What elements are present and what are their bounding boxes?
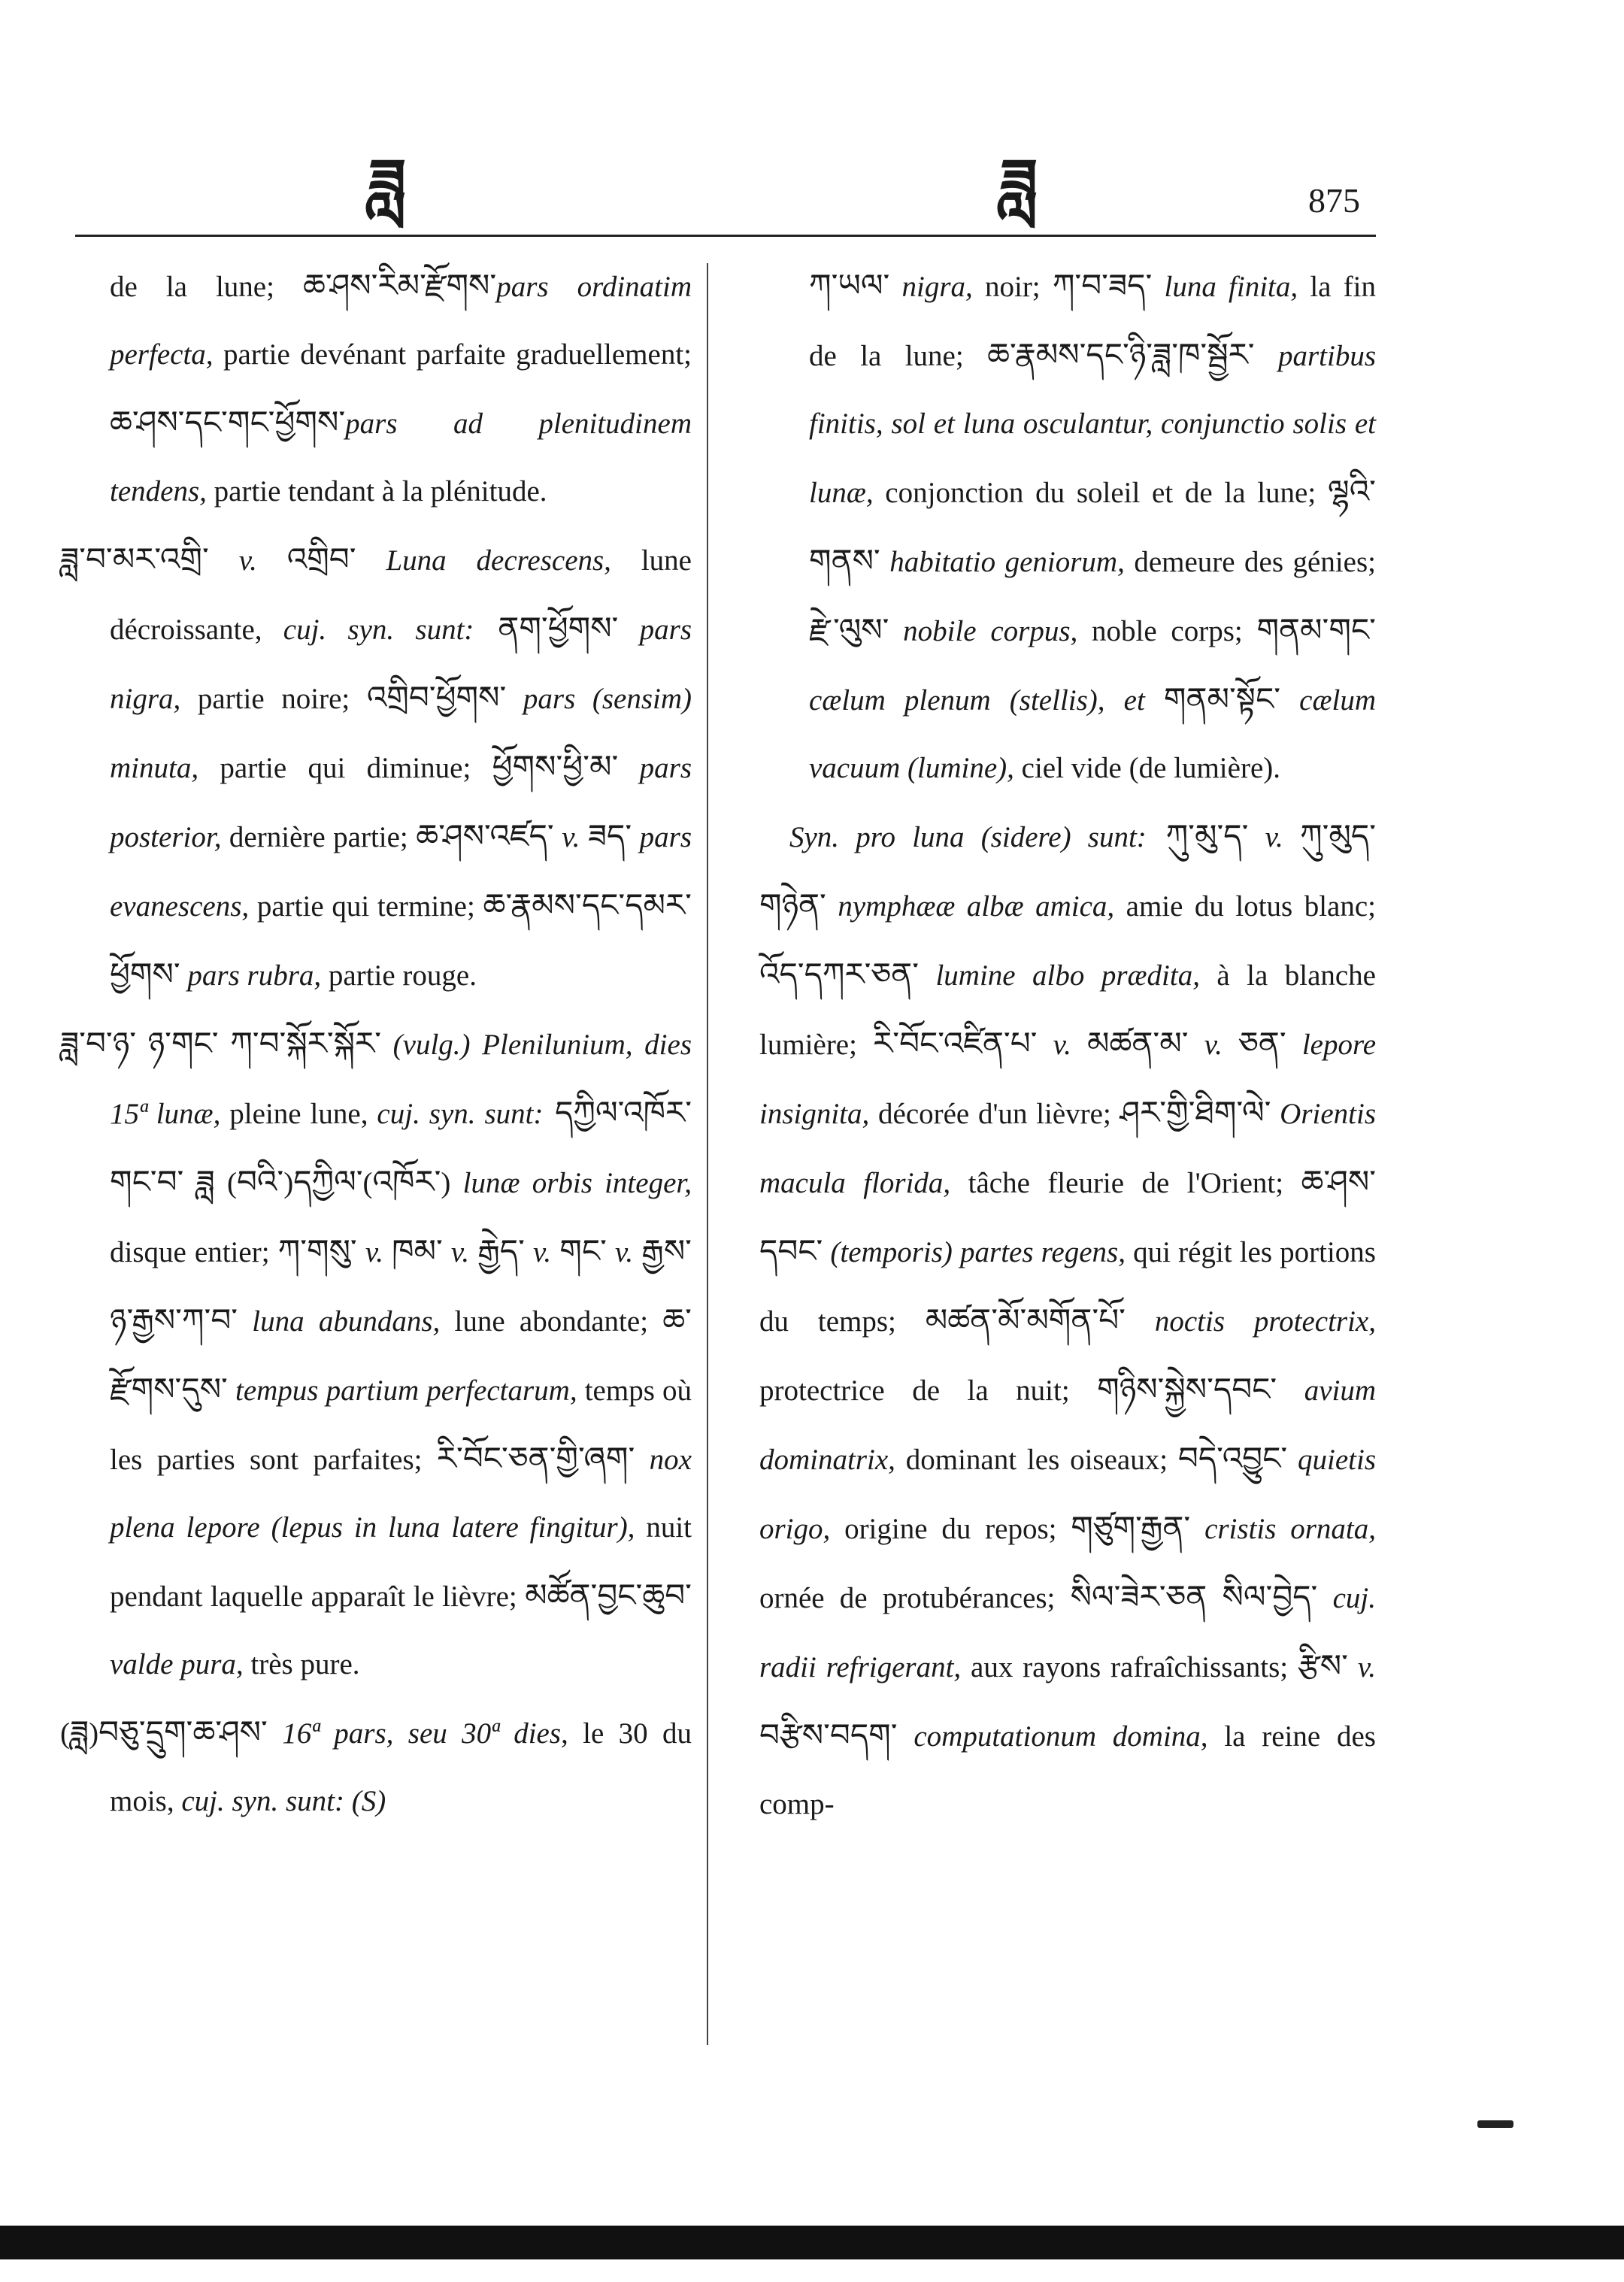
french-gloss: ( — [362, 1167, 373, 1199]
latin-gloss: v. — [1347, 1651, 1376, 1683]
latin-gloss: v. — [1037, 1029, 1088, 1061]
french-gloss: partie qui termine; — [249, 890, 483, 923]
tibetan-term: ཆ་ཤས་འཛད་ — [416, 817, 554, 854]
tibetan-term: ཉ་གང་ — [147, 1025, 219, 1062]
dictionary-entry — [60, 1699, 692, 1835]
tibetan-term: གཉིས་སྐྱེས་དབང་ — [1097, 1371, 1277, 1408]
scan-edge-strip — [0, 2226, 1624, 2259]
french-gloss: décorée d'un lièvre; — [869, 1098, 1120, 1130]
french-gloss: très pure. — [243, 1648, 360, 1680]
tibetan-term: མཚོན་བྱང་ཆུབ་ — [525, 1577, 692, 1614]
running-head-left: ཟླ — [368, 144, 407, 219]
tibetan-term: བའི་ — [236, 1163, 284, 1200]
french-gloss — [183, 1167, 195, 1199]
tibetan-term: དཀྱིལ་ — [293, 1163, 363, 1200]
tibetan-term: ཁམ་ — [392, 1232, 443, 1269]
french-gloss: partie devénant parfaite graduellement; — [213, 338, 692, 371]
page-number: 875 — [1308, 181, 1360, 220]
latin-gloss: pars posterior, — [110, 752, 692, 853]
tibetan-term: རྒྱེད་ — [477, 1232, 525, 1269]
tibetan-term: ལྷའི་གནས་ — [809, 473, 1376, 579]
header-rule — [75, 235, 1376, 237]
running-head-right: ཟླ — [1000, 144, 1038, 219]
french-gloss: partie rouge. — [321, 959, 477, 992]
tibetan-term: ཀ་བ་ཟད་ — [1052, 267, 1153, 304]
french-gloss: partie tendant à la plénitude. — [206, 475, 547, 508]
latin-gloss: valde pura, — [110, 1648, 244, 1680]
margin-mark — [1477, 2120, 1513, 2128]
latin-gloss: (vulg.) Plenilunium, dies 15ª lunæ, — [110, 1029, 692, 1130]
french-gloss: dernière partie; — [221, 821, 417, 853]
french-gloss: dominant les oiseaux; — [895, 1444, 1178, 1476]
tibetan-term: ཉ་རྒྱས་ཀ་བ་ — [110, 1302, 238, 1338]
tibetan-term: ཀ་ཡལ་ — [809, 267, 890, 304]
dictionary-entry — [759, 252, 1376, 802]
latin-gloss: lumine albo prædita, — [919, 959, 1200, 992]
tibetan-term: མཚན་མ་ — [1087, 1025, 1189, 1062]
latin-gloss: nobile corpus, — [889, 615, 1078, 647]
french-gloss: le 30 du mois, — [110, 1717, 692, 1817]
latin-gloss: cristis ornata, — [1190, 1513, 1376, 1545]
latin-gloss: cuj. syn. sunt: — [377, 1098, 544, 1130]
french-gloss: conjonction du soleil et de la lune; — [873, 477, 1328, 509]
latin-gloss: pars ordinatim perfecta, — [110, 271, 692, 371]
french-gloss: la fin de la lune; — [809, 271, 1376, 372]
french-gloss: pleine lune, — [220, 1098, 377, 1130]
tibetan-term: ཆ་ཤས་དང་གང་ཕྱོགས་ — [110, 404, 346, 441]
french-gloss: la reine des comp- — [759, 1720, 1376, 1820]
latin-gloss: habitatio geniorum, — [880, 546, 1125, 578]
tibetan-term: ཟླ་བ་མར་འགྲི་ — [60, 541, 209, 577]
tibetan-term: འོད་དཀར་ཅན་ — [759, 956, 920, 993]
latin-gloss: lunæ orbis integer, — [450, 1167, 692, 1199]
french-gloss: origine du repos; — [830, 1513, 1071, 1545]
tibetan-term: ཆ་ཤས་རིམ་རྫོགས་ — [302, 267, 497, 304]
tibetan-term: དཀྱིལ་འཁོར་གང་བ་ — [110, 1094, 692, 1200]
latin-gloss: Orientis macula florida, — [759, 1098, 1376, 1199]
latin-gloss: v. — [1188, 1029, 1239, 1061]
tibetan-term: སིལ་བྱེད་ — [1222, 1578, 1318, 1615]
french-gloss: lune décroissante, — [110, 544, 692, 646]
latin-gloss: v. — [524, 1236, 560, 1268]
tibetan-term: བཅུ་དྲུག་ཆ་ཤས་ — [98, 1714, 268, 1750]
tibetan-term: ཟད་ — [587, 817, 632, 854]
latin-gloss: partibus finitis, sol et luna osculantur, conjunctio solis et lunæ, — [809, 340, 1377, 509]
latin-gloss: Luna decrescens, — [356, 544, 611, 577]
latin-gloss: (temporis) partes regens, — [823, 1236, 1126, 1268]
latin-gloss: lepore insignita, — [759, 1029, 1377, 1130]
french-gloss: partie qui diminue; — [198, 752, 492, 784]
latin-gloss: pars ad plenitudinem tendens, — [110, 408, 692, 508]
latin-gloss: cælum plenum (stellis), — [809, 684, 1105, 717]
latin-gloss: nigra, — [889, 271, 973, 303]
column-divider — [707, 263, 708, 2045]
tibetan-term: ཀུ་མུ་ད་ — [1146, 817, 1249, 854]
latin-gloss: et — [1104, 684, 1164, 717]
latin-gloss: pars rubra, — [180, 959, 322, 992]
french-gloss: tâche fleurie de l'Orient; — [950, 1167, 1301, 1199]
latin-gloss: v. — [1248, 821, 1300, 853]
dictionary-entry — [60, 252, 692, 526]
tibetan-term: ཆ་ཤས་དབང་ — [759, 1163, 1377, 1269]
latin-gloss: v. — [442, 1236, 478, 1268]
latin-gloss: computationum domina, — [897, 1720, 1208, 1753]
tibetan-term: ཅན་ — [1238, 1025, 1286, 1062]
french-gloss: lune abondante; — [440, 1305, 663, 1338]
latin-gloss: Syn. pro luna (sidere) sunt: — [789, 821, 1147, 853]
tibetan-term: རི་བོང་འཛིན་པ་ — [873, 1025, 1038, 1062]
tibetan-term: ཀ་བ་སྐོར་སྐོར་ — [230, 1025, 382, 1062]
tibetan-term: རྩིས་ — [1297, 1647, 1348, 1684]
french-gloss: ( — [60, 1717, 70, 1750]
dictionary-entry — [759, 802, 1376, 1838]
tibetan-term: གནམ་གང་ — [1256, 611, 1376, 648]
tibetan-term: བརྩིས་བདག་ — [759, 1717, 898, 1753]
tibetan-term: འགྲིབ་ — [286, 541, 356, 577]
latin-gloss: nox plena lepore (lepus in luna latere fingitur), — [110, 1444, 692, 1544]
tibetan-term: བདེ་འབྱུང་ — [1177, 1440, 1288, 1477]
latin-gloss: luna abundans, — [238, 1305, 441, 1338]
latin-gloss: luna finita, — [1152, 271, 1298, 303]
tibetan-term: གང་ — [559, 1232, 607, 1269]
tibetan-term: རྫེ་ལུས་ — [809, 611, 889, 648]
tibetan-term: ཆ་རྣམས་དང་ཉི་ཟླ་ཁ་སྦྱོར་ — [987, 336, 1255, 373]
tibetan-term: ཟླ་བ་ཉ་ — [60, 1025, 137, 1062]
latin-gloss: v. — [208, 544, 287, 577]
latin-gloss: cuj. syn. sunt: (S) — [181, 1785, 386, 1817]
latin-gloss: noctis protectrix, — [1125, 1305, 1376, 1338]
french-gloss: ciel vide (de lumière). — [1013, 752, 1280, 784]
french-gloss: ) — [283, 1167, 294, 1199]
tibetan-term: རྒྱས་ — [641, 1232, 692, 1269]
french-gloss: à la blanche lumière; — [759, 959, 1376, 1061]
tibetan-term: ཆ་རྣམས་དང་དམར་ཕྱོགས་ — [110, 886, 692, 993]
tibetan-term: འགྲིབ་ཕྱོགས་ — [366, 679, 507, 716]
tibetan-term: ཤར་གྱི་ཐིག་ལེ་ — [1120, 1094, 1271, 1131]
tibetan-term: འཁོར་ — [372, 1163, 441, 1200]
latin-gloss: quietis origo, — [759, 1444, 1376, 1545]
left-column — [60, 252, 692, 1835]
tibetan-term: སིལ་ཟེར་ཅན — [1070, 1578, 1207, 1615]
french-gloss: nuit pendant laquelle apparaît le lièvre; — [110, 1511, 692, 1613]
french-gloss — [219, 1029, 231, 1061]
latin-gloss: nymphææ albæ amica, — [826, 890, 1115, 923]
french-gloss: amie du lotus blanc; — [1114, 890, 1376, 923]
tibetan-term: གཙུག་རྒྱན་ — [1071, 1509, 1191, 1546]
tibetan-term: ཀ་གསུ་ — [277, 1232, 357, 1269]
tibetan-term: རི་བོང་ཅན་གྱི་ཞག་ — [436, 1440, 635, 1477]
french-gloss: ) — [89, 1717, 99, 1750]
dictionary-entry — [60, 526, 692, 1010]
french-gloss: qui régit les portions du temps; — [759, 1236, 1376, 1338]
tibetan-term: གནམ་སྟོང་ — [1163, 680, 1281, 717]
latin-gloss: v. — [356, 1236, 392, 1268]
french-gloss: de la lune; — [110, 271, 303, 303]
latin-gloss: v. — [553, 821, 588, 853]
french-gloss: noir; — [972, 271, 1053, 303]
french-gloss: demeure des génies; — [1124, 546, 1376, 578]
latin-gloss: pars (sensim) minuta, — [110, 683, 692, 784]
french-gloss — [136, 1029, 148, 1061]
tibetan-term: ཕྱོགས་ཕྱི་མ་ — [492, 748, 619, 785]
french-gloss: noble corps; — [1077, 615, 1257, 647]
french-gloss: partie noire; — [180, 683, 367, 715]
latin-gloss: pars nigra, — [110, 614, 692, 715]
latin-gloss: v. — [606, 1236, 642, 1268]
french-gloss: disque entier; — [110, 1236, 278, 1268]
latin-gloss: 16ª pars, seu 30ª dies, — [267, 1717, 568, 1750]
french-gloss: ( — [214, 1167, 237, 1199]
tibetan-term: ནག་ཕྱོགས་ — [474, 610, 619, 647]
right-column — [759, 252, 1376, 1838]
tibetan-term: ཆ་རྫོགས་དུས་ — [110, 1302, 692, 1408]
latin-gloss: avium dominatrix, — [759, 1374, 1377, 1476]
french-gloss: temps où les parties sont parfaites; — [110, 1374, 692, 1476]
french-gloss: protectrice de la nuit; — [759, 1374, 1098, 1407]
latin-gloss: cuj. syn. sunt: — [283, 614, 474, 646]
tibetan-term: ཀུ་མུད་གཉེན་ — [759, 817, 1377, 923]
tibetan-term: ཟླ — [70, 1714, 89, 1750]
french-gloss: aux rayons rafraîchissants; — [961, 1651, 1298, 1683]
french-gloss: ) — [441, 1167, 451, 1199]
latin-gloss: cuj. radii refrigerant, — [759, 1582, 1376, 1683]
tibetan-term: ཟླ — [195, 1163, 215, 1200]
latin-gloss: cælum vacuum (lumine), — [809, 684, 1376, 784]
latin-gloss: tempus partium perfectarum, — [227, 1374, 577, 1407]
dictionary-entry — [60, 1010, 692, 1699]
french-gloss — [1207, 1582, 1222, 1614]
tibetan-term: མཚན་མོ་མགོན་པོ་ — [925, 1302, 1126, 1338]
french-gloss: ornée de protubérances; — [759, 1582, 1071, 1614]
latin-gloss: pars evanescens, — [110, 821, 692, 923]
